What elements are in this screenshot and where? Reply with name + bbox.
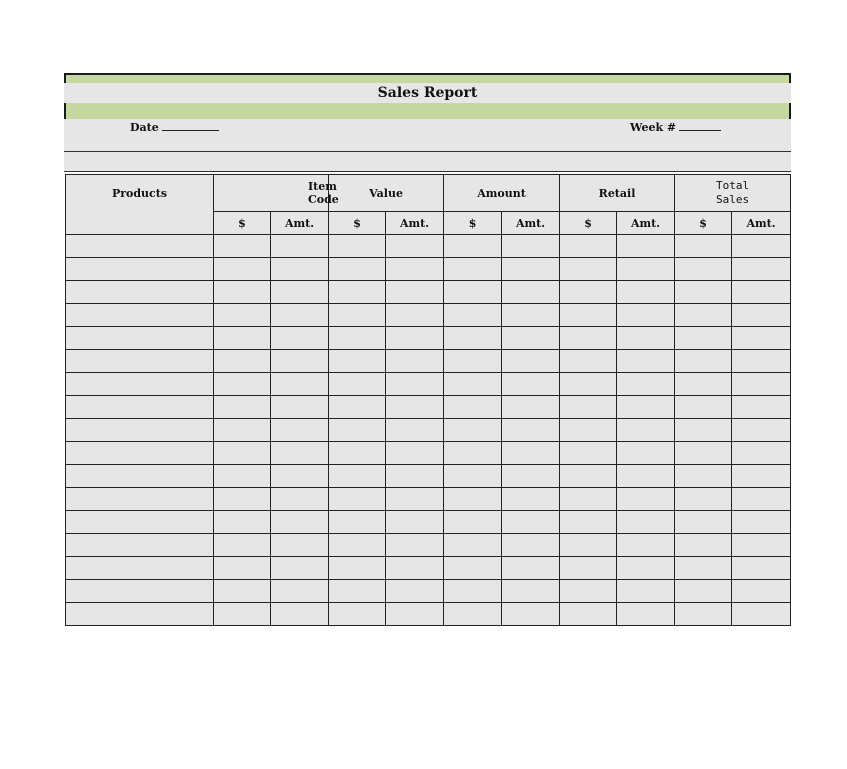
table-cell[interactable] xyxy=(502,511,560,534)
table-cell[interactable] xyxy=(732,235,791,258)
table-row xyxy=(66,511,791,534)
table-cell[interactable] xyxy=(675,419,732,442)
table-cell[interactable] xyxy=(675,396,732,419)
table-cell[interactable] xyxy=(66,350,214,373)
table-cell[interactable] xyxy=(675,465,732,488)
table-cell[interactable] xyxy=(675,373,732,396)
table-cell[interactable] xyxy=(386,258,444,281)
table-cell[interactable] xyxy=(502,373,560,396)
table-cell[interactable] xyxy=(271,419,329,442)
subheader-amt: Amt. xyxy=(271,212,329,235)
table-cell[interactable] xyxy=(271,235,329,258)
subheader-blank xyxy=(66,212,214,235)
table-cell[interactable] xyxy=(502,534,560,557)
table-cell[interactable] xyxy=(386,488,444,511)
table-cell[interactable] xyxy=(617,465,675,488)
table-cell[interactable] xyxy=(502,603,560,626)
table-cell[interactable] xyxy=(617,373,675,396)
table-cell[interactable] xyxy=(329,327,386,350)
table-cell[interactable] xyxy=(214,603,271,626)
table-cell[interactable] xyxy=(444,534,502,557)
table-cell[interactable] xyxy=(386,603,444,626)
table-cell[interactable] xyxy=(271,373,329,396)
table-cell[interactable] xyxy=(732,373,791,396)
table-cell[interactable] xyxy=(444,281,502,304)
table-cell[interactable] xyxy=(214,557,271,580)
table-row xyxy=(66,557,791,580)
date-label: Date xyxy=(130,121,159,134)
table-cell[interactable] xyxy=(502,442,560,465)
table-cell[interactable] xyxy=(66,603,214,626)
table-cell[interactable] xyxy=(502,258,560,281)
table-cell[interactable] xyxy=(617,235,675,258)
col-header-amount: Amount xyxy=(444,175,560,212)
table-cell[interactable] xyxy=(271,442,329,465)
table-cell[interactable] xyxy=(214,396,271,419)
table-cell[interactable] xyxy=(329,373,386,396)
table-cell[interactable] xyxy=(214,373,271,396)
table-cell[interactable] xyxy=(66,534,214,557)
table-cell[interactable] xyxy=(444,488,502,511)
table-cell[interactable] xyxy=(444,304,502,327)
table-cell[interactable] xyxy=(66,511,214,534)
table-cell[interactable] xyxy=(214,511,271,534)
table-cell[interactable] xyxy=(560,235,617,258)
table-cell[interactable] xyxy=(617,419,675,442)
table-cell[interactable] xyxy=(386,465,444,488)
report-title: Sales Report xyxy=(64,83,791,103)
table-cell[interactable] xyxy=(329,258,386,281)
table-cell[interactable] xyxy=(386,373,444,396)
spacer-row xyxy=(64,152,791,172)
col-header-value: Value xyxy=(329,175,444,212)
table-cell[interactable] xyxy=(560,511,617,534)
table-cell[interactable] xyxy=(214,442,271,465)
table-cell[interactable] xyxy=(502,304,560,327)
table-cell[interactable] xyxy=(560,304,617,327)
table-cell[interactable] xyxy=(444,511,502,534)
table-cell[interactable] xyxy=(560,580,617,603)
table-cell[interactable] xyxy=(329,580,386,603)
table-cell[interactable] xyxy=(214,465,271,488)
title-accent-bar xyxy=(64,103,791,119)
table-cell[interactable] xyxy=(329,396,386,419)
table-cell[interactable] xyxy=(386,511,444,534)
table-cell[interactable] xyxy=(66,557,214,580)
table-cell[interactable] xyxy=(329,511,386,534)
table-cell[interactable] xyxy=(617,442,675,465)
table-cell[interactable] xyxy=(66,396,214,419)
table-cell[interactable] xyxy=(271,350,329,373)
table-cell[interactable] xyxy=(66,488,214,511)
table-cell[interactable] xyxy=(329,419,386,442)
table-cell[interactable] xyxy=(444,396,502,419)
table-cell[interactable] xyxy=(329,603,386,626)
table-cell[interactable] xyxy=(732,580,791,603)
table-row xyxy=(66,580,791,603)
table-cell[interactable] xyxy=(386,419,444,442)
table-cell[interactable] xyxy=(386,534,444,557)
table-cell[interactable] xyxy=(66,419,214,442)
table-row xyxy=(66,235,791,258)
table-cell[interactable] xyxy=(617,603,675,626)
table-cell[interactable] xyxy=(732,304,791,327)
table-cell[interactable] xyxy=(271,396,329,419)
table-cell[interactable] xyxy=(444,580,502,603)
table-cell[interactable] xyxy=(271,511,329,534)
table-row xyxy=(66,534,791,557)
table-cell[interactable] xyxy=(617,557,675,580)
table-cell[interactable] xyxy=(214,281,271,304)
table-cell[interactable] xyxy=(329,235,386,258)
table-cell[interactable] xyxy=(271,327,329,350)
table-cell[interactable] xyxy=(732,350,791,373)
table-cell[interactable] xyxy=(502,557,560,580)
table-cell[interactable] xyxy=(732,258,791,281)
table-cell[interactable] xyxy=(214,419,271,442)
date-field[interactable] xyxy=(130,120,219,134)
table-row xyxy=(66,373,791,396)
table-cell[interactable] xyxy=(271,488,329,511)
subheader-dollar: $ xyxy=(675,212,732,235)
table-cell[interactable] xyxy=(502,465,560,488)
table-cell[interactable] xyxy=(732,603,791,626)
header-accent-bar xyxy=(64,73,791,83)
table-row xyxy=(66,350,791,373)
table-cell[interactable] xyxy=(271,603,329,626)
table-cell[interactable] xyxy=(271,557,329,580)
info-row xyxy=(64,119,791,152)
table-cell[interactable] xyxy=(560,327,617,350)
table-cell[interactable] xyxy=(386,580,444,603)
table-cell[interactable] xyxy=(271,281,329,304)
table-cell[interactable] xyxy=(502,488,560,511)
table-cell[interactable] xyxy=(617,350,675,373)
table-cell[interactable] xyxy=(444,442,502,465)
table-cell[interactable] xyxy=(617,488,675,511)
table-cell[interactable] xyxy=(271,465,329,488)
sales-report-sheet xyxy=(64,73,791,626)
table-row xyxy=(66,281,791,304)
table-cell[interactable] xyxy=(732,327,791,350)
table-cell[interactable] xyxy=(560,557,617,580)
table-cell[interactable] xyxy=(271,580,329,603)
table-cell[interactable] xyxy=(732,465,791,488)
table-cell[interactable] xyxy=(560,419,617,442)
table-cell[interactable] xyxy=(444,258,502,281)
table-cell[interactable] xyxy=(66,235,214,258)
table-cell[interactable] xyxy=(560,534,617,557)
table-cell[interactable] xyxy=(386,281,444,304)
header-row xyxy=(66,175,791,212)
table-cell[interactable] xyxy=(560,281,617,304)
table-cell[interactable] xyxy=(444,557,502,580)
table-cell[interactable] xyxy=(560,396,617,419)
table-cell[interactable] xyxy=(66,327,214,350)
subheader-amt: Amt. xyxy=(386,212,444,235)
week-field[interactable] xyxy=(630,120,721,134)
table-cell[interactable] xyxy=(444,465,502,488)
table-cell[interactable] xyxy=(386,304,444,327)
week-label: Week # xyxy=(630,121,677,134)
table-cell[interactable] xyxy=(329,557,386,580)
table-cell[interactable] xyxy=(675,327,732,350)
subheader-dollar: $ xyxy=(444,212,502,235)
table-cell[interactable] xyxy=(386,350,444,373)
table-cell[interactable] xyxy=(444,235,502,258)
table-cell[interactable] xyxy=(502,396,560,419)
subheader-row xyxy=(66,212,791,235)
table-cell[interactable] xyxy=(617,534,675,557)
table-cell[interactable] xyxy=(732,511,791,534)
table-row xyxy=(66,396,791,419)
table-cell[interactable] xyxy=(66,258,214,281)
table-cell[interactable] xyxy=(329,465,386,488)
table-cell[interactable] xyxy=(214,350,271,373)
table-cell[interactable] xyxy=(732,442,791,465)
table-cell[interactable] xyxy=(502,350,560,373)
subheader-amt: Amt. xyxy=(617,212,675,235)
table-cell[interactable] xyxy=(675,580,732,603)
table-cell[interactable] xyxy=(386,396,444,419)
table-cell[interactable] xyxy=(386,235,444,258)
col-header-total-sales: Total Sales xyxy=(675,175,791,212)
table-cell[interactable] xyxy=(271,534,329,557)
table-cell[interactable] xyxy=(617,396,675,419)
table-cell[interactable] xyxy=(617,304,675,327)
table-cell[interactable] xyxy=(502,419,560,442)
table-cell[interactable] xyxy=(560,373,617,396)
table-cell[interactable] xyxy=(617,580,675,603)
table-cell[interactable] xyxy=(271,258,329,281)
table-cell[interactable] xyxy=(271,304,329,327)
table-cell[interactable] xyxy=(444,350,502,373)
table-cell[interactable] xyxy=(732,488,791,511)
table-cell[interactable] xyxy=(66,281,214,304)
table-cell[interactable] xyxy=(66,304,214,327)
table-cell[interactable] xyxy=(502,281,560,304)
table-cell[interactable] xyxy=(560,350,617,373)
table-cell[interactable] xyxy=(66,465,214,488)
table-cell[interactable] xyxy=(502,235,560,258)
table-cell[interactable] xyxy=(444,603,502,626)
table-cell[interactable] xyxy=(560,488,617,511)
table-cell[interactable] xyxy=(329,534,386,557)
table-row xyxy=(66,419,791,442)
table-cell[interactable] xyxy=(675,304,732,327)
table-cell[interactable] xyxy=(214,534,271,557)
table-cell[interactable] xyxy=(214,327,271,350)
table-cell[interactable] xyxy=(732,281,791,304)
table-cell[interactable] xyxy=(214,235,271,258)
table-cell[interactable] xyxy=(329,304,386,327)
date-blank[interactable] xyxy=(162,120,219,131)
table-cell[interactable] xyxy=(329,488,386,511)
subheader-dollar: $ xyxy=(329,212,386,235)
table-cell[interactable] xyxy=(732,534,791,557)
col-header-retail: Retail xyxy=(560,175,675,212)
table-cell[interactable] xyxy=(444,327,502,350)
subheader-dollar: $ xyxy=(214,212,271,235)
table-cell[interactable] xyxy=(732,557,791,580)
table-cell[interactable] xyxy=(732,419,791,442)
table-cell[interactable] xyxy=(329,442,386,465)
table-cell[interactable] xyxy=(444,373,502,396)
table-cell[interactable] xyxy=(560,258,617,281)
table-cell[interactable] xyxy=(66,373,214,396)
table-row xyxy=(66,488,791,511)
table-cell[interactable] xyxy=(329,350,386,373)
subheader-dollar: $ xyxy=(560,212,617,235)
table-cell[interactable] xyxy=(675,350,732,373)
table-cell[interactable] xyxy=(66,442,214,465)
col-header-products: Products xyxy=(66,175,214,212)
table-row xyxy=(66,304,791,327)
table-cell[interactable] xyxy=(386,557,444,580)
table-cell[interactable] xyxy=(560,603,617,626)
table-cell[interactable] xyxy=(675,235,732,258)
table-cell[interactable] xyxy=(214,580,271,603)
subheader-amt: Amt. xyxy=(732,212,791,235)
col-header-item-code: Item Code xyxy=(214,175,329,212)
table-row xyxy=(66,442,791,465)
table-cell[interactable] xyxy=(617,511,675,534)
table-cell[interactable] xyxy=(617,281,675,304)
sales-table xyxy=(65,174,791,626)
table-cell[interactable] xyxy=(329,281,386,304)
table-cell[interactable] xyxy=(675,488,732,511)
table-cell[interactable] xyxy=(386,442,444,465)
table-cell[interactable] xyxy=(214,304,271,327)
table-cell[interactable] xyxy=(560,442,617,465)
table-cell[interactable] xyxy=(675,603,732,626)
table-cell[interactable] xyxy=(675,442,732,465)
table-cell[interactable] xyxy=(617,327,675,350)
table-cell[interactable] xyxy=(617,258,675,281)
table-cell[interactable] xyxy=(214,258,271,281)
week-blank[interactable] xyxy=(679,120,721,131)
table-row xyxy=(66,603,791,626)
table-cell[interactable] xyxy=(675,281,732,304)
table-cell[interactable] xyxy=(675,557,732,580)
table-cell[interactable] xyxy=(502,580,560,603)
table-cell[interactable] xyxy=(560,465,617,488)
table-cell[interactable] xyxy=(732,396,791,419)
table-cell[interactable] xyxy=(386,327,444,350)
table-row xyxy=(66,327,791,350)
table-cell[interactable] xyxy=(214,488,271,511)
subheader-amt: Amt. xyxy=(502,212,560,235)
table-cell[interactable] xyxy=(675,258,732,281)
table-row xyxy=(66,465,791,488)
table-cell[interactable] xyxy=(675,534,732,557)
table-cell[interactable] xyxy=(502,327,560,350)
table-cell[interactable] xyxy=(66,580,214,603)
table-cell[interactable] xyxy=(675,511,732,534)
table-cell[interactable] xyxy=(444,419,502,442)
table-row xyxy=(66,258,791,281)
